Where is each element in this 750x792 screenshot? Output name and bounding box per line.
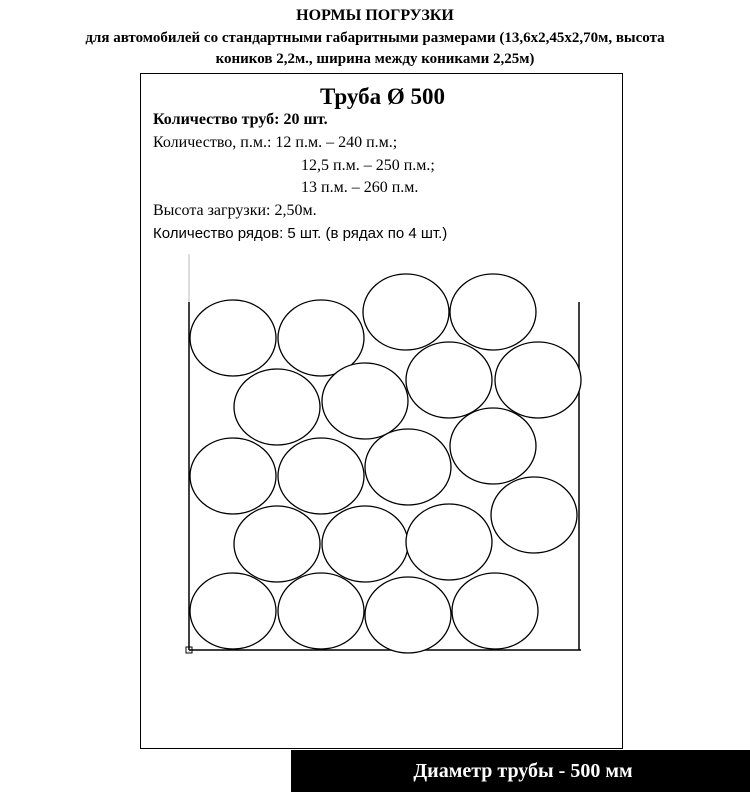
- pipe-circle: [406, 504, 492, 580]
- pipe-quantity: Количество труб: 20 шт.: [153, 111, 328, 128]
- pipe-circle: [234, 506, 320, 582]
- diameter-label: Диаметр трубы - 500 мм: [413, 759, 633, 782]
- loading-card: [140, 73, 633, 782]
- length-quantity-line-3: 13 п.м. – 260 п.м.: [301, 179, 419, 196]
- pipe-stack-diagram: [141, 74, 624, 750]
- rows-count: Количество рядов: 5 шт. (в рядах по 4 шт.): [153, 225, 448, 242]
- pipe-circle: [278, 573, 364, 649]
- page-title: НОРМЫ ПОГРУЗКИ: [296, 7, 454, 24]
- pipe-circle: [190, 438, 276, 514]
- pipes-group: [190, 274, 581, 653]
- pipe-title: Труба Ø 500: [319, 84, 446, 109]
- load-height: Высота загрузки: 2,50м.: [153, 202, 317, 219]
- pipe-circle: [363, 274, 449, 350]
- pipe-circle: [234, 369, 320, 445]
- pipe-circle: [406, 342, 492, 418]
- pipe-circle: [278, 438, 364, 514]
- pipe-circle: [322, 363, 408, 439]
- pipe-circle: [450, 274, 536, 350]
- diameter-banner: [291, 750, 750, 792]
- pipe-circle: [491, 477, 577, 553]
- length-quantity-line-2: 12,5 п.м. – 250 п.м.;: [301, 157, 435, 174]
- length-quantity-line-1: Количество, п.м.: 12 п.м. – 240 п.м.;: [153, 134, 398, 151]
- subtitle-line-1: для автомобилей со стандартными габаритными размерами (13,6х2,45х2,70м, высота: [85, 30, 665, 46]
- pipe-circle: [190, 300, 276, 376]
- pipe-circle: [450, 408, 536, 484]
- pipe-circle: [365, 577, 451, 653]
- pipe-circle: [322, 506, 408, 582]
- subtitle-line-2: коников 2,2м., ширина между кониками 2,25м): [215, 51, 535, 67]
- pipe-circle: [495, 342, 581, 418]
- pipe-circle: [452, 573, 538, 649]
- pipe-circle: [190, 573, 276, 649]
- pipe-circle: [365, 429, 451, 505]
